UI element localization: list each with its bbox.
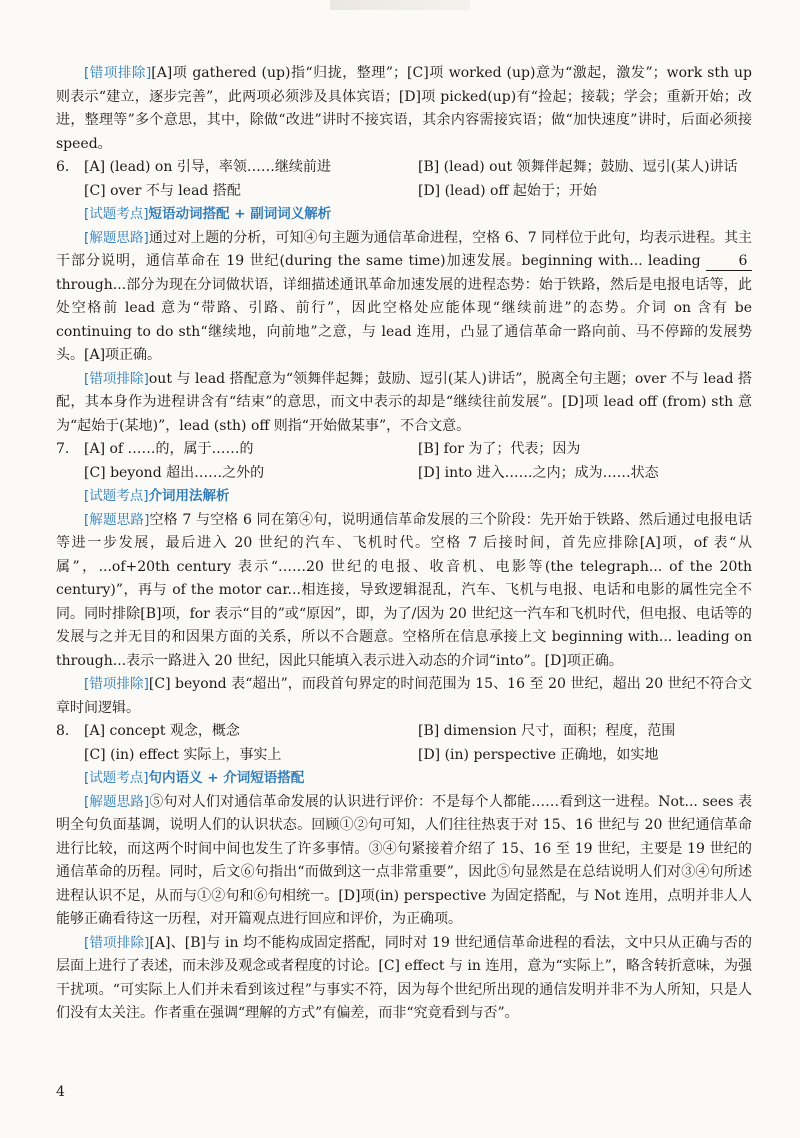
question-number: 7. — [56, 441, 70, 457]
option-b: [B] dimension 尺寸，面积；程度，范围 — [418, 723, 676, 739]
key-point-line — [56, 767, 752, 791]
question-number: 8. — [56, 723, 70, 739]
option-d: [D] into 进入……之内；成为……状态 — [418, 464, 659, 481]
options-row-2 — [84, 180, 752, 204]
elimination-text: [A]项 gathered (up)指“归拢，整理”；[C]项 worked (up)意为“激起，激发”；work sth up 则表示“建立，逐步完善”，此两项必须涉及具体宾语；[D]项 picked(up)有“捡起；接载；学会；重新开始；改进，整理等”多个意思，其中，除做“改进”讲时不接宾语，其余内容需接宾语；做“加快速度”讲时，后面必须接 speed。 — [56, 65, 752, 152]
key-point-line — [56, 485, 752, 509]
solution-text-part1: 通过对上题的分析，可知④句主题为通信革命进程，空格 6、7 同样位于此句，均表示进程。其主干部分说明，通信革命在 19 世纪(during the same time)加速发展。beginning with... leading — [56, 229, 752, 269]
top-edge-mark — [330, 0, 470, 10]
option-d: [D] (lead) off 起始于；开始 — [418, 182, 597, 199]
question-6 — [56, 156, 752, 203]
solution-paragraph — [56, 791, 752, 932]
elimination-paragraph — [56, 368, 752, 439]
page-number: 4 — [56, 1084, 65, 1100]
elimination-text: [A]、[B]与 in 均不能构成固定搭配，同时对 19 世纪通信革命进程的看法，文中只从正确与否的层面上进行了表述，而未涉及观念或者程度的讨论。[C] effect 与 in 连用，意为“实际上”，略含转折意味，为强干扰项。“可实际上人们并未看到该过程”与事实不符，因为每个世纪所出现的通信发明并非不为人所知，只是人们没有太关注。作者重在强调“理解的方式”有偏差，而非“究竟看到与否”。 — [56, 934, 752, 1021]
options-row-2 — [84, 462, 752, 486]
solution-text: ⑤句对人们对通信革命发展的认识进行评价：不是每个人都能……看到这一进程。Not... sees 表明全句负面基调，说明人们的认识状态。回顾①②句可知，人们往往热衷于对 15、16 世纪与 20 世纪通信革命进行比较，而这两个时间中间也发生了许多事情。③④句紧接着介绍了 15、16 至 19 世纪，主要是 19 世纪的通信革命的历程。同时，后文⑥句指出“而做到这一点非常重要”，因此⑤句显然是在总结说明人们对③④句所述进程认识不足，从而与①②句和⑥句相统一。[D]项(in) perspective 为固定搭配，与 Not 连用，点明并非人人能够正确看待这一历程，对开篇观点进行回应和评价，为正确项。 — [56, 793, 752, 927]
elimination-tag: [错项排除] — [84, 676, 149, 692]
option-a: [A] concept 观念，概念 — [84, 723, 240, 739]
elimination-tag: [错项排除] — [84, 65, 152, 81]
elimination-tag: [错项排除] — [84, 934, 150, 951]
options-row-1 — [84, 720, 752, 744]
options-row-2 — [84, 744, 752, 768]
option-b: [B] for 为了；代表；因为 — [418, 441, 581, 457]
solution-tag: [解题思路] — [84, 511, 150, 528]
option-c: [C] beyond 超出……之外的 — [84, 464, 265, 481]
solution-text: 空格 7 与空格 6 同在第④句，说明通信革命发展的三个阶段：先开始于铁路、然后通过电报电话等进一步发展，最后进入 20 世纪的汽车、飞机时代。空格 7 后接时间，首先应排除[A]项，of 表“从属”，...of+20th century 表示“……20 世纪的电报、收音机、电影等(the telegraph... of the 20th century)”，再与 of the motor car...相连接，导致逻辑混乱，汽车、飞机与电报、电话和电影的属性完全不同。同时排除[B]项，for 表示“目的”或“原因”，即，为了/因为 20 世纪这一汽车和飞机时代，但电报、电话等的发展与之并无目的和因果方面的关系，所以不合题意。空格所在信息承接上文 beginning with... leading on through...表示一路进入 20 世纪，因此只能填入表示进入动态的介词“into”。[D]项正确。 — [56, 511, 752, 669]
option-d: [D] (in) perspective 正确地，如实地 — [418, 746, 659, 763]
options-row-1 — [84, 438, 752, 462]
option-c: [C] over 不与 lead 搭配 — [84, 182, 241, 199]
key-point-title: 句内语义 + 介词短语搭配 — [148, 770, 305, 786]
question-number: 6. — [56, 159, 70, 175]
paragraph-q5-elimination — [56, 62, 752, 156]
key-point-tag: [试题考点] — [84, 206, 149, 222]
key-point-title: 介词用法解析 — [148, 488, 230, 504]
solution-tag: [解题思路] — [84, 229, 149, 246]
solution-paragraph — [56, 509, 752, 674]
key-point-line — [56, 203, 752, 227]
solution-tag: [解题思路] — [84, 793, 150, 810]
key-point-title: 短语动词搭配 + 副词词义解析 — [148, 206, 332, 222]
elimination-paragraph — [56, 932, 752, 1026]
options-row-1 — [84, 156, 752, 180]
elimination-text: [C] beyond 表“超出”，而段首句界定的时间范围为 15、16 至 20 世纪，超出 20 世纪不符合文章时间逻辑。 — [56, 676, 752, 716]
elimination-paragraph — [56, 673, 752, 720]
option-a: [A] (lead) on 引导，率领……继续前进 — [84, 159, 331, 175]
option-a: [A] of ……的，属于……的 — [84, 441, 254, 457]
elimination-text: out 与 lead 搭配意为“领舞伴起舞；鼓励、逗引(某人)讲话”，脱离全句主题；over 不与 lead 搭配，其本身作为进程讲含有“结束”的意思，而文中表示的却是“继续往前发展”。[D]项 lead off (from) sth 意为“起始于(某地)”，lead (sth) off 则指“开始做某事”，不合文意。 — [56, 370, 752, 434]
question-8 — [56, 720, 752, 767]
solution-text-part2: through...部分为现在分词做状语，详细描述通讯革命加速发展的进程态势：始于铁路，然后是电报电话等，此处空格前 lead 意为“带路、引路、前行”，因此空格处应能体现“继续前进”的态势。介词 on 含有 be continuing to do sth“继续地，向前地”之意，与 lead 连用，凸显了通信革命一路向前、马不停蹄的发展势头。[A]项正确。 — [56, 276, 752, 363]
elimination-tag: [错项排除] — [84, 370, 149, 387]
question-7 — [56, 438, 752, 485]
option-c: [C] (in) effect 实际上，事实上 — [84, 746, 282, 763]
key-point-tag: [试题考点] — [84, 488, 149, 504]
key-point-tag: [试题考点] — [84, 770, 149, 786]
solution-paragraph — [56, 227, 752, 368]
answer-blank: 6 — [706, 252, 752, 271]
option-b: [B] (lead) out 领舞伴起舞；鼓励、逗引(某人)讲话 — [418, 159, 738, 175]
